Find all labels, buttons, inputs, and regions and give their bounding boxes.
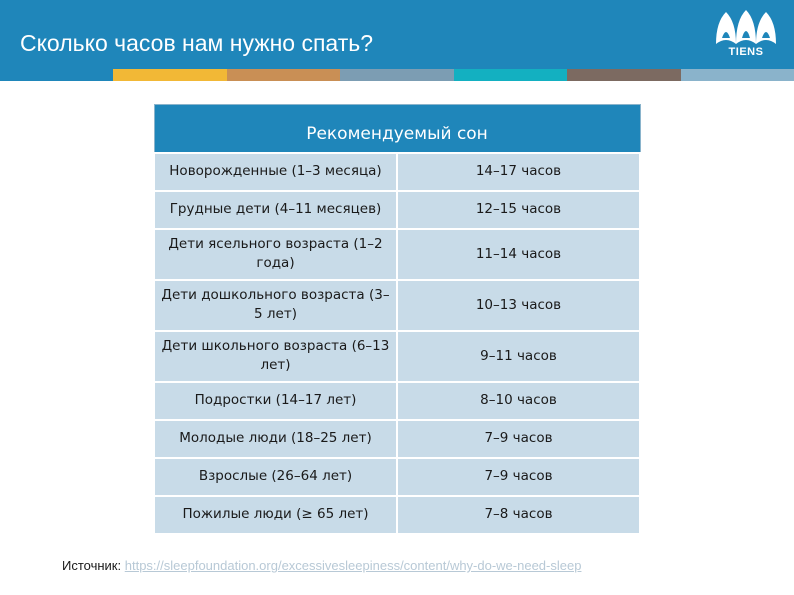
stripe-segment [227,69,340,81]
hours-cell: 9–11 часов [397,331,640,382]
table-row [154,496,640,534]
source-line [62,558,581,573]
source-link[interactable]: https://sleepfoundation.org/excessivesleepiness/content/why-do-we-need-sleep [124,558,582,573]
hours-cell: 7–9 часов [397,458,640,496]
hours-cell: 12–15 часов [397,191,640,229]
stripe-segment [681,69,794,81]
age-group-cell: Новорожденные (1–3 месяца) [154,153,397,191]
age-group-cell: Подростки (14–17 лет) [154,382,397,420]
stripe-segment [340,69,453,81]
age-group-cell: Дети ясельного возраста (1–2 года) [154,229,397,280]
age-group-cell: Дети дошкольного возраста (3–5 лет) [154,280,397,331]
table-row [154,382,640,420]
header-bar [0,0,794,69]
table-row [154,191,640,229]
age-group-cell: Дети школьного возраста (6–13 лет) [154,331,397,382]
logo-text: TIENS [728,46,764,58]
table-row [154,229,640,280]
sleep-table [153,104,641,535]
hours-cell: 14–17 часов [397,153,640,191]
age-group-cell: Взрослые (26–64 лет) [154,458,397,496]
stripe-segment [567,69,680,81]
source-label: Источник: [62,558,122,573]
age-group-cell: Пожилые люди (≥ 65 лет) [154,496,397,534]
hours-cell: 11–14 часов [397,229,640,280]
table-row [154,331,640,382]
table-body [154,153,640,534]
table-row [154,458,640,496]
color-stripe [0,69,794,81]
tiens-logo [714,8,778,62]
tiens-logo-icon [714,8,778,46]
stripe-segment [454,69,567,81]
table-row [154,420,640,458]
table-row [154,280,640,331]
table-heading: Рекомендуемый сон [154,105,640,153]
hours-cell: 10–13 часов [397,280,640,331]
hours-cell: 7–9 часов [397,420,640,458]
table-header-row [154,105,640,153]
page-title: Сколько часов нам нужно спать? [20,30,374,56]
hours-cell: 7–8 часов [397,496,640,534]
age-group-cell: Грудные дети (4–11 месяцев) [154,191,397,229]
table-row [154,153,640,191]
age-group-cell: Молодые люди (18–25 лет) [154,420,397,458]
stripe-segment [0,69,113,81]
hours-cell: 8–10 часов [397,382,640,420]
stripe-segment [113,69,226,81]
